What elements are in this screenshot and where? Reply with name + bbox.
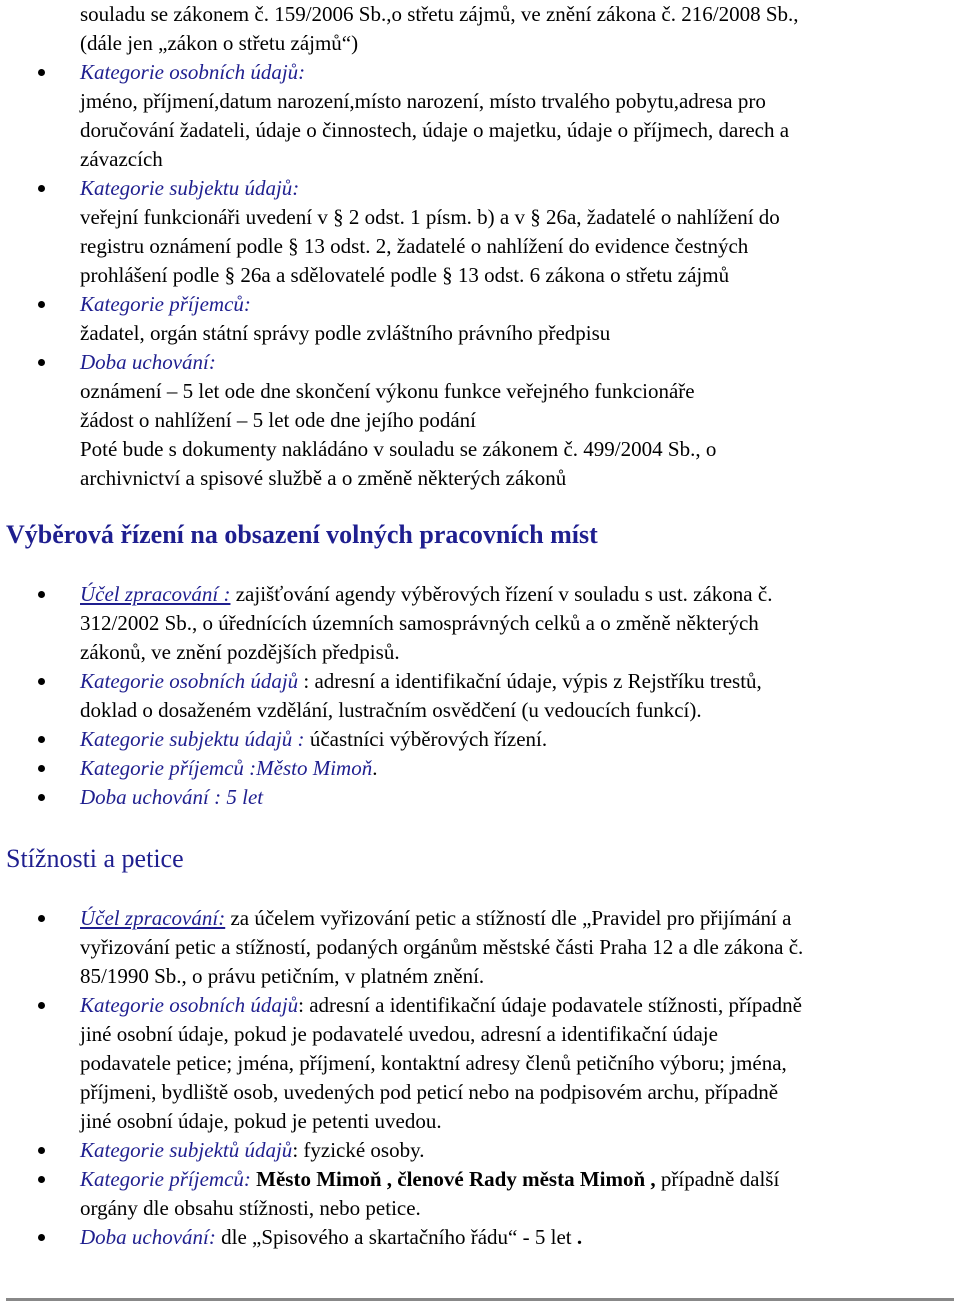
item-label: Kategorie příjemců: [80, 292, 251, 316]
list-item-purpose [0, 904, 950, 991]
list-item-retention-period [0, 783, 950, 812]
text-line: jiné osobní údaje, pokud je petenti uvedou. [80, 1109, 442, 1133]
text-line: podavatele petice; jména, příjmení, kontaktní adresy členů petičního výboru; jména, [80, 1051, 787, 1075]
text-line: . [372, 756, 378, 780]
item-label: Kategorie osobních údajů [80, 669, 299, 693]
list-item-recipient-category [0, 290, 950, 348]
list-item-personal-data-category [0, 667, 950, 725]
item-label: Účel zpracování : [80, 582, 231, 606]
text-line: žadatel, orgán státní správy podle zvláštního právního předpisu [80, 321, 611, 345]
text-line: jméno, příjmení,datum narození,místo narození, místo trvalého pobytu,adresa pro [80, 89, 766, 113]
text-line: zákonů, ve znění pozdějších předpisů. [80, 640, 400, 664]
text-line: dle „Spisového a skartačního řádu“ - 5 let [215, 1225, 577, 1249]
text-line: registru oznámení podle § 13 odst. 2, žadatelé o nahlížení do evidence čestných [80, 234, 749, 258]
list-item-personal-data-category [0, 991, 950, 1136]
text-line: : adresní a identifikační údaje podavatele stížnosti, případně [298, 993, 802, 1017]
recipient-names: Město Mimoň , členové Rady města Mimoň , [250, 1167, 656, 1191]
complaints-petitions-list [0, 904, 950, 1252]
text-line: oznámení – 5 let ode dne skončení výkonu funkce veřejného funkcionáře [80, 379, 695, 403]
final-period: . [576, 1225, 583, 1249]
list-item-retention-period [0, 348, 950, 493]
text-line: (dále jen „zákon o střetu zájmů“) [80, 31, 359, 55]
bottom-divider [6, 1298, 954, 1301]
text-line: veřejní funkcionáři uvedení v § 2 odst. 1 písm. b) a v § 26a, žadatelé o nahlížení do [80, 205, 780, 229]
list-item-subject-category [0, 725, 950, 754]
text-line: zajišťování agendy výběrových řízení v souladu s ust. zákona č. [230, 582, 773, 606]
item-label: Kategorie osobních údajů [80, 993, 299, 1017]
text-line: orgány dle obsahu stížnosti, nebo petice. [80, 1196, 421, 1220]
text-line: 85/1990 Sb., o právu petičním, v platném znění. [80, 964, 485, 988]
text-line: účastníci výběrových řízení. [304, 727, 548, 751]
continuation-text [80, 0, 950, 58]
list-item-subject-category [0, 174, 950, 290]
conflict-of-interest-list [0, 58, 950, 493]
item-label: Kategorie subjektů údajů [80, 1138, 293, 1162]
item-label: Kategorie osobních údajů: [80, 60, 306, 84]
item-label: Kategorie subjektu údajů: [80, 176, 300, 200]
item-label: Doba uchování: [80, 1225, 216, 1249]
item-label: Doba uchování: [80, 350, 216, 374]
list-item-recipient-category [0, 1165, 950, 1223]
text-line: žádost o nahlížení – 5 let ode dne jejího podání [80, 408, 476, 432]
item-label: Doba uchování : 5 let [80, 785, 264, 809]
text-line: vyřizování petic a stížností, podaných orgánům městské části Praha 12 a dle zákona č. [80, 935, 804, 959]
selection-procedures-list [0, 580, 950, 812]
text-line: závazcích [80, 147, 163, 171]
text-line: příjmeni, bydliště osob, uvedených pod peticí nebo na podpisovém archu, případně [80, 1080, 779, 1104]
text-line: archivnictví a spisové službě a o změně některých zákonů [80, 466, 567, 490]
item-label: Účel zpracování: [80, 906, 226, 930]
text-line: souladu se zákonem č. 159/2006 Sb.,o střetu zájmů, ve znění zákona č. 216/2008 Sb., [80, 2, 799, 26]
item-label: Kategorie příjemců :Město Mimoň [80, 756, 373, 780]
text-line: : fyzické osoby. [292, 1138, 425, 1162]
item-label: Kategorie subjektu údajů : [80, 727, 305, 751]
text-line: případně další [655, 1167, 780, 1191]
text-line: Poté bude s dokumenty nakládáno v souladu se zákonem č. 499/2004 Sb., o [80, 437, 717, 461]
item-label: Kategorie příjemců: [80, 1167, 251, 1191]
text-line: : adresní a identifikační údaje, výpis z Rejstříku trestů, [298, 669, 762, 693]
list-item-purpose [0, 580, 950, 667]
text-line: doklad o dosaženém vzdělání, lustračním osvědčení (u vedoucích funkcí). [80, 698, 702, 722]
list-item-recipient-category [0, 754, 950, 783]
text-line: za účelem vyřizování petic a stížností dle „Pravidel pro přijímání a [225, 906, 792, 930]
section-heading-selection-procedures: Výběrová řízení na obsazení volných pracovních míst [6, 520, 598, 549]
list-item-subject-category [0, 1136, 950, 1165]
text-line: doručování žadateli, údaje o činnostech, údaje o majetku, údaje o příjmech, darech a [80, 118, 790, 142]
section-heading-complaints-petitions: Stížnosti a petice [6, 844, 184, 873]
list-item-retention-period [0, 1223, 950, 1252]
list-item-personal-data-category [0, 58, 950, 174]
text-line: 312/2002 Sb., o úřednících územních samosprávných celků a o změně některých [80, 611, 759, 635]
text-line: jiné osobní údaje, pokud je podavatelé uvedou, adresní a identifikační údaje [80, 1022, 718, 1046]
text-line: prohlášení podle § 26a a sdělovatelé podle § 13 odst. 6 zákona o střetu zájmů [80, 263, 730, 287]
